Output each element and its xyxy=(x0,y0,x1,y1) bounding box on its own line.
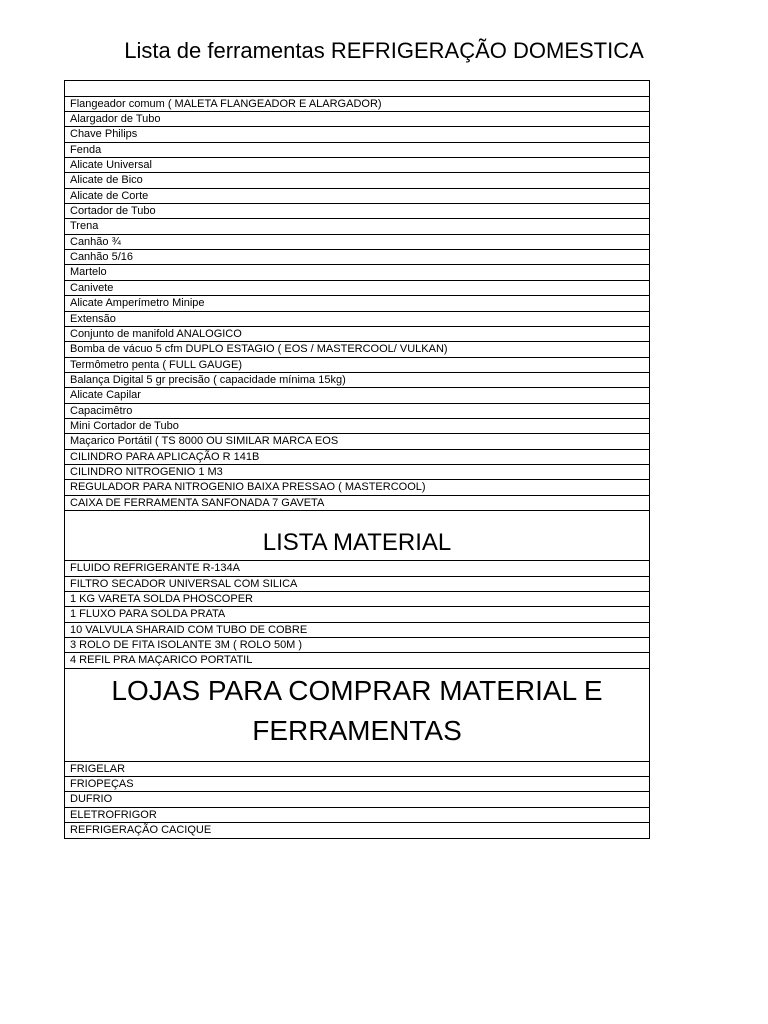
tool-row: Capacimêtro xyxy=(65,404,650,419)
tool-row: Alicate Universal xyxy=(65,158,650,173)
tool-row: Extensão xyxy=(65,312,650,327)
tool-row: Canhão 5/16 xyxy=(65,250,650,265)
tool-row: Maçarico Portátil ( TS 8000 OU SIMILAR MARCA EOS xyxy=(65,434,650,449)
material-row: 10 VALVULA SHARAID COM TUBO DE COBRE xyxy=(65,623,650,638)
tool-row: Cortador de Tubo xyxy=(65,204,650,219)
tool-row: Trena xyxy=(65,219,650,234)
store-row: FRIGELAR xyxy=(65,762,650,777)
tool-row: Bomba de vácuo 5 cfm DUPLO ESTAGIO ( EOS / MASTERCOOL/ VULKAN) xyxy=(65,342,650,357)
empty-header-row xyxy=(65,81,650,97)
stores-heading-line-1: LOJAS PARA COMPRAR MATERIAL E xyxy=(111,674,603,706)
tool-row: Mini Cortador de Tubo xyxy=(65,419,650,434)
tool-row: Alargador de Tubo xyxy=(65,112,650,127)
material-section-heading: LISTA MATERIAL xyxy=(65,511,650,561)
tool-row: Fenda xyxy=(65,143,650,158)
tool-row: Canivete xyxy=(65,281,650,296)
tool-row: Alicate de Corte xyxy=(65,189,650,204)
tool-row: Termômetro penta ( FULL GAUGE) xyxy=(65,358,650,373)
tool-row: CILINDRO NITROGENIO 1 M3 xyxy=(65,465,650,480)
tool-row: CAIXA DE FERRAMENTA SANFONADA 7 GAVETA xyxy=(65,496,650,511)
material-row: 4 REFIL PRA MAÇARICO PORTATIL xyxy=(65,653,650,668)
tool-row: Alicate Amperímetro Minipe xyxy=(65,296,650,311)
store-row: FRIOPEÇAS xyxy=(65,777,650,792)
store-row: ELETROFRIGOR xyxy=(65,808,650,823)
tool-row: Canhão ¾ xyxy=(65,235,650,250)
tool-row: Chave Philips xyxy=(65,127,650,142)
store-row: DUFRIO xyxy=(65,792,650,807)
tool-row: CILINDRO PARA APLICAÇÃO R 141B xyxy=(65,450,650,465)
tool-row: Alicate de Bico xyxy=(65,173,650,188)
page-title: Lista de ferramentas REFRIGERAÇÃO DOMESTICA xyxy=(124,38,644,63)
material-row: FLUIDO REFRIGERANTE R-134A xyxy=(65,561,650,576)
tool-row: Conjunto de manifold ANALOGICO xyxy=(65,327,650,342)
store-row: REFRIGERAÇÃO CACIQUE xyxy=(65,823,650,838)
tool-row: Martelo xyxy=(65,265,650,280)
material-row: 3 ROLO DE FITA ISOLANTE 3M ( ROLO 50M ) xyxy=(65,638,650,653)
material-row: FILTRO SECADOR UNIVERSAL COM SILICA xyxy=(65,577,650,592)
tool-row: REGULADOR PARA NITROGENIO BAIXA PRESSAO ( MASTERCOOL) xyxy=(65,480,650,495)
stores-heading-line-2: FERRAMENTAS xyxy=(252,714,462,746)
tool-row: Balança Digital 5 gr precisão ( capacidade mínima 15kg) xyxy=(65,373,650,388)
stores-section-heading xyxy=(65,669,650,762)
tool-row: Flangeador comum ( MALETA FLANGEADOR E ALARGADOR) xyxy=(65,97,650,112)
tool-row: Alicate Capilar xyxy=(65,388,650,403)
tool-list-table xyxy=(64,80,650,839)
material-row: 1 KG VARETA SOLDA PHOSCOPER xyxy=(65,592,650,607)
material-row: 1 FLUXO PARA SOLDA PRATA xyxy=(65,607,650,622)
